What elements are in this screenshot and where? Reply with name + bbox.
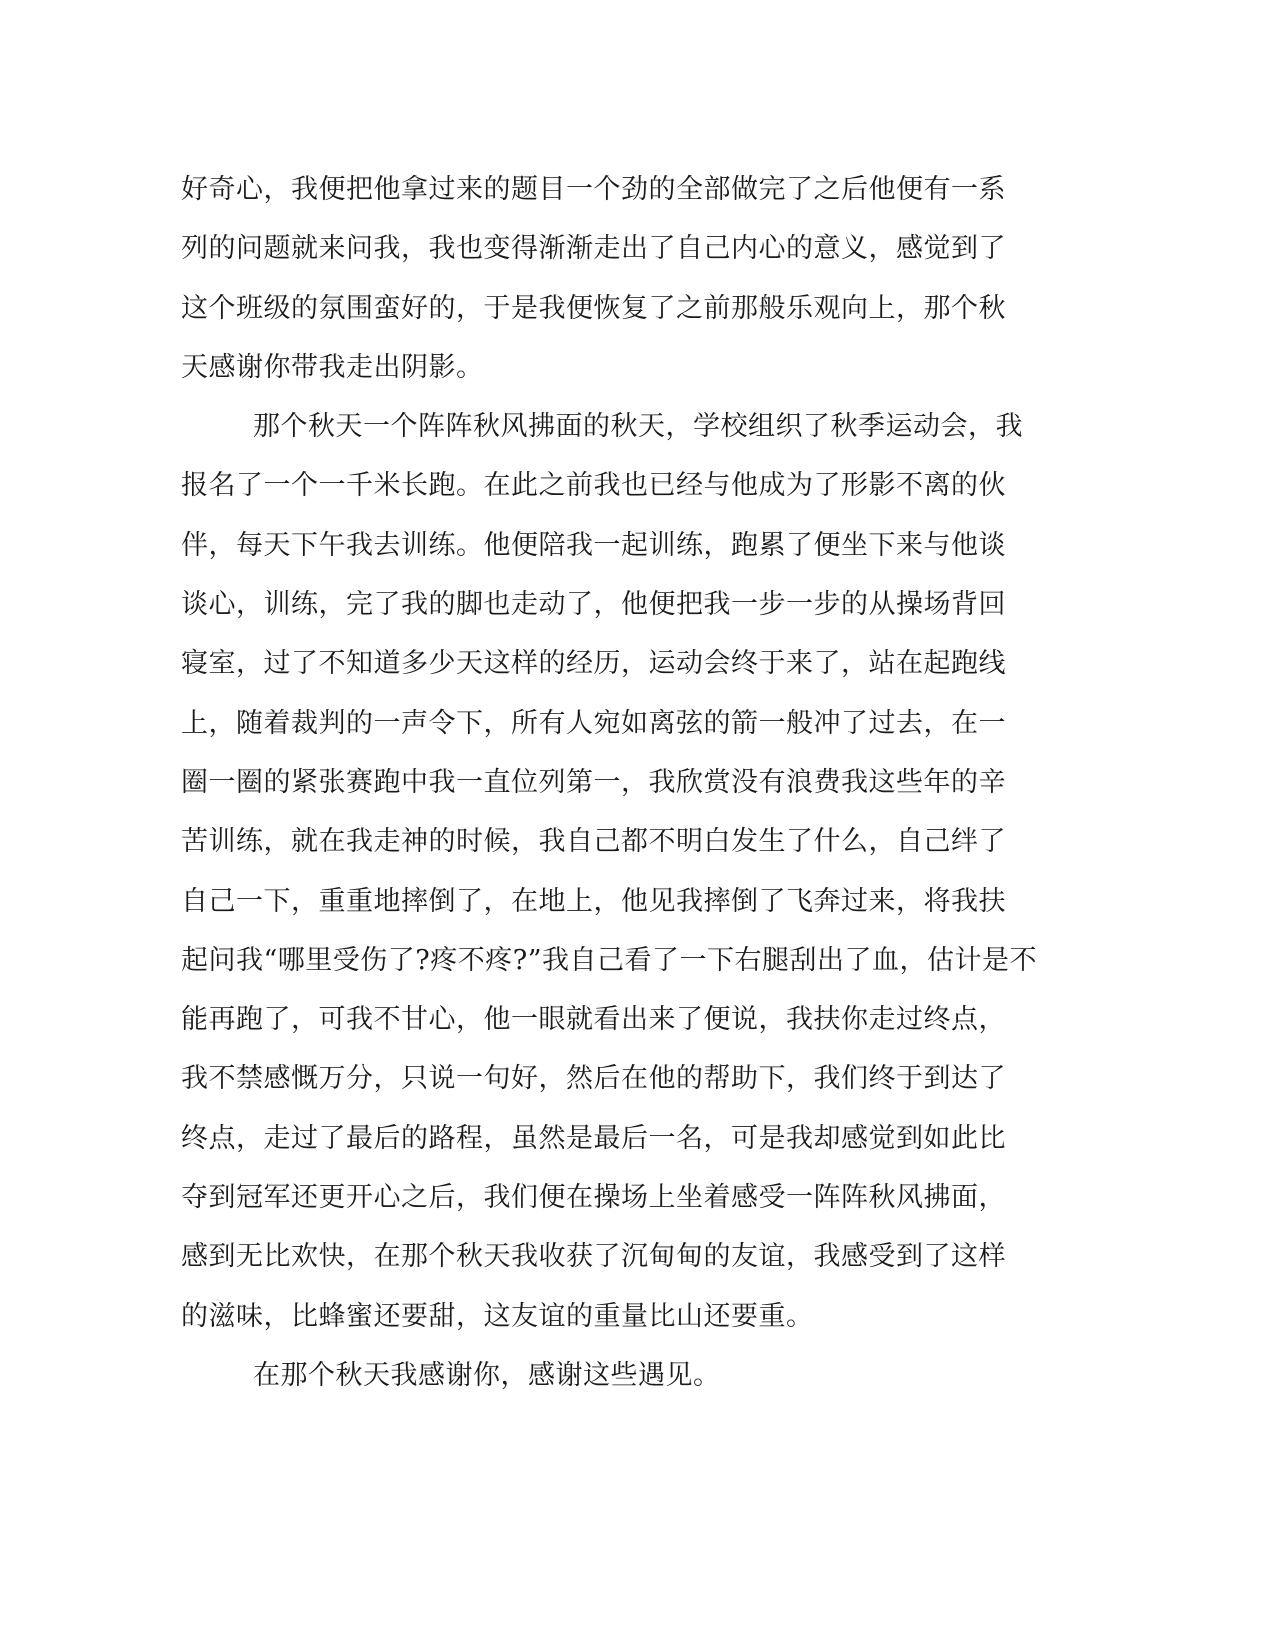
text-line: 夺到冠军还更开心之后，我们便在操场上坐着感受一阵阵秋风拂面， <box>181 1182 1006 1214</box>
text-line: 能再跑了，可我不甘心，他一眼就看出来了便说，我扶你走过终点， <box>181 1004 1006 1036</box>
paragraph-start-line: 在那个秋天我感谢你，感谢这些遇见。 <box>253 1359 721 1391</box>
text-line: 上，随着裁判的一声令下，所有人宛如离弦的箭一般冲了过去，在一 <box>181 707 1006 739</box>
paragraph-start-line: 那个秋天一个阵阵秋风拂面的秋天，学校组织了秋季运动会，我 <box>253 411 1023 443</box>
text-line: 自己一下，重重地摔倒了，在地上，他见我摔倒了飞奔过来，将我扶 <box>181 885 1006 917</box>
text-line: 我不禁感慨万分，只说一句好，然后在他的帮助下，我们终于到达了 <box>181 1063 1006 1095</box>
text-line: 苦训练，就在我走神的时候，我自己都不明白发生了什么，自己绊了 <box>181 826 1006 858</box>
text-line: 寝室，过了不知道多少天这样的经历，运动会终于来了，站在起跑线 <box>181 648 1006 680</box>
text-line: 这个班级的氛围蛮好的，于是我便恢复了之前那般乐观向上，那个秋 <box>181 292 1006 324</box>
text-line: 圈一圈的紧张赛跑中我一直位列第一，我欣赏没有浪费我这些年的辛 <box>181 766 1006 798</box>
text-line: 报名了一个一千米长跑。在此之前我也已经与他成为了形影不离的伙 <box>181 470 1006 502</box>
body-text <box>181 160 1041 1405</box>
text-line: 谈心，训练，完了我的脚也走动了，他便把我一步一步的从操场背回 <box>181 589 1006 621</box>
text-line: 天感谢你带我走出阴影。 <box>181 351 484 383</box>
text-line: 终点，走过了最后的路程，虽然是最后一名，可是我却感觉到如此比 <box>181 1122 1006 1154</box>
text-line: 好奇心，我便把他拿过来的题目一个劲的全部做完了之后他便有一系 <box>181 174 1006 205</box>
text-line: 伴，每天下午我去训练。他便陪我一起训练，跑累了便坐下来与他谈 <box>181 529 1006 561</box>
text-line: 列的问题就来问我，我也变得渐渐走出了自己内心的意义，感觉到了 <box>181 233 1006 265</box>
text-line: 感到无比欢快，在那个秋天我收获了沉甸甸的友谊，我感受到了这样 <box>181 1241 1006 1273</box>
text-line: 起问我“哪里受伤了?疼不疼?”我自己看了一下右腿刮出了血，估计是不 <box>181 944 1038 976</box>
text-line: 的滋味，比蜂蜜还要甜，这友谊的重量比山还要重。 <box>181 1300 814 1332</box>
